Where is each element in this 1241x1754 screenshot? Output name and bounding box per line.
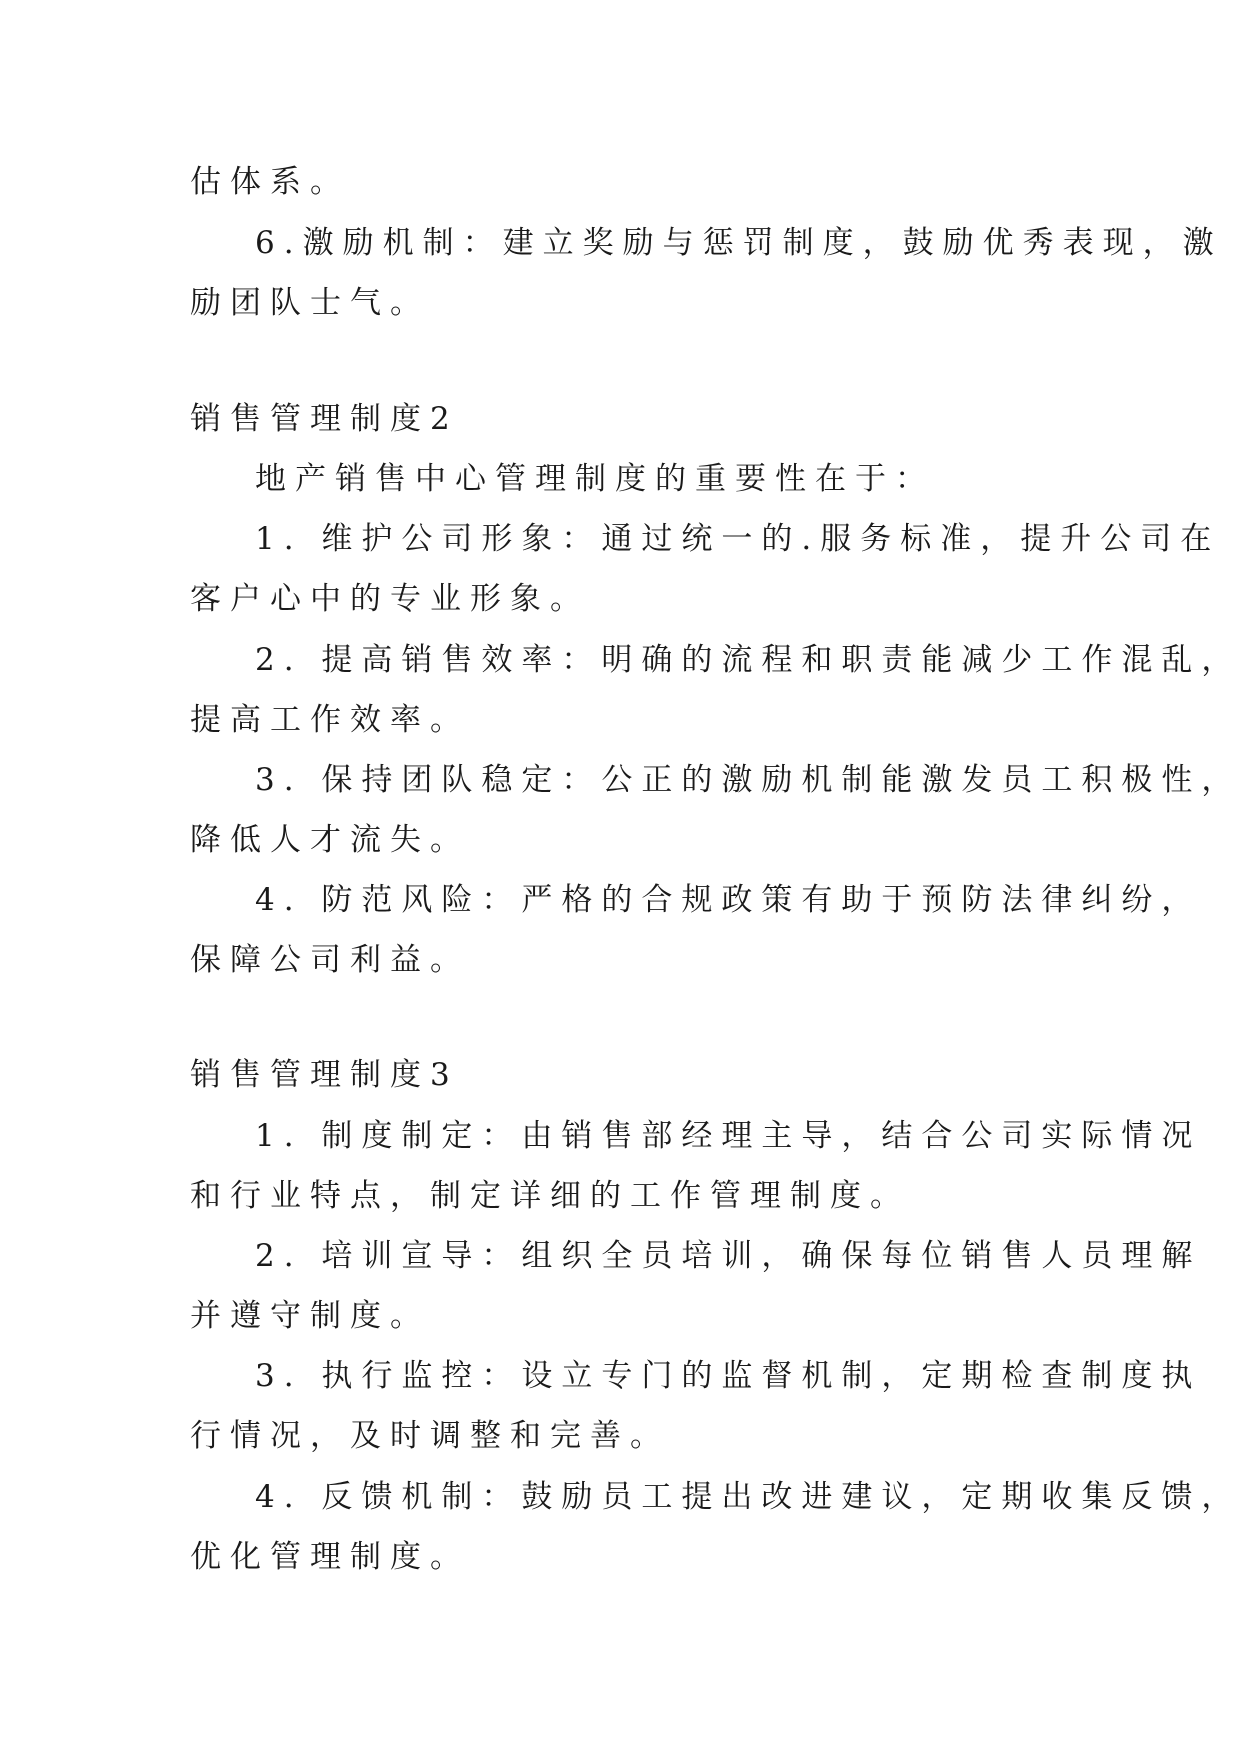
section-heading: 销售管理制度2	[190, 401, 459, 437]
list-item-line: 降低人才流失。	[190, 822, 470, 858]
list-item-line: 并遵守制度。	[190, 1298, 430, 1334]
paragraph-line: 估体系。	[190, 164, 350, 200]
paragraph-line: 地产销售中心管理制度的重要性在于：	[255, 461, 935, 497]
list-item-line: 1. 维护公司形象：通过统一的.服务标准，提升公司在	[255, 521, 1221, 557]
list-item-line: 客户心中的专业形象。	[190, 581, 590, 617]
list-item-line: 3. 保持团队稳定：公正的激励机制能激发员工积极性，	[255, 762, 1241, 798]
list-item-line: 提高工作效率。	[190, 702, 470, 738]
list-item-line: 1. 制度制定：由销售部经理主导，结合公司实际情况	[255, 1118, 1202, 1154]
list-item-line: 2. 培训宣导：组织全员培训，确保每位销售人员理解	[255, 1238, 1202, 1274]
list-item-line: 4. 防范风险：严格的合规政策有助于预防法律纠纷，	[255, 882, 1202, 918]
section-heading: 销售管理制度3	[190, 1057, 459, 1093]
list-item-line: 和行业特点，制定详细的工作管理制度。	[190, 1178, 910, 1214]
list-item-line: 行情况，及时调整和完善。	[190, 1418, 670, 1454]
list-item-line: 2. 提高销售效率：明确的流程和职责能减少工作混乱，	[255, 642, 1241, 678]
list-item-line: 4. 反馈机制：鼓励员工提出改进建议，定期收集反馈，	[255, 1479, 1241, 1515]
list-item-line: 优化管理制度。	[190, 1539, 470, 1575]
paragraph-line: 6.激励机制：建立奖励与惩罚制度，鼓励优秀表现，激	[255, 225, 1223, 261]
list-item-line: 保障公司利益。	[190, 942, 470, 978]
paragraph-line: 励团队士气。	[190, 285, 430, 321]
list-item-line: 3. 执行监控：设立专门的监督机制，定期检查制度执	[255, 1358, 1202, 1394]
